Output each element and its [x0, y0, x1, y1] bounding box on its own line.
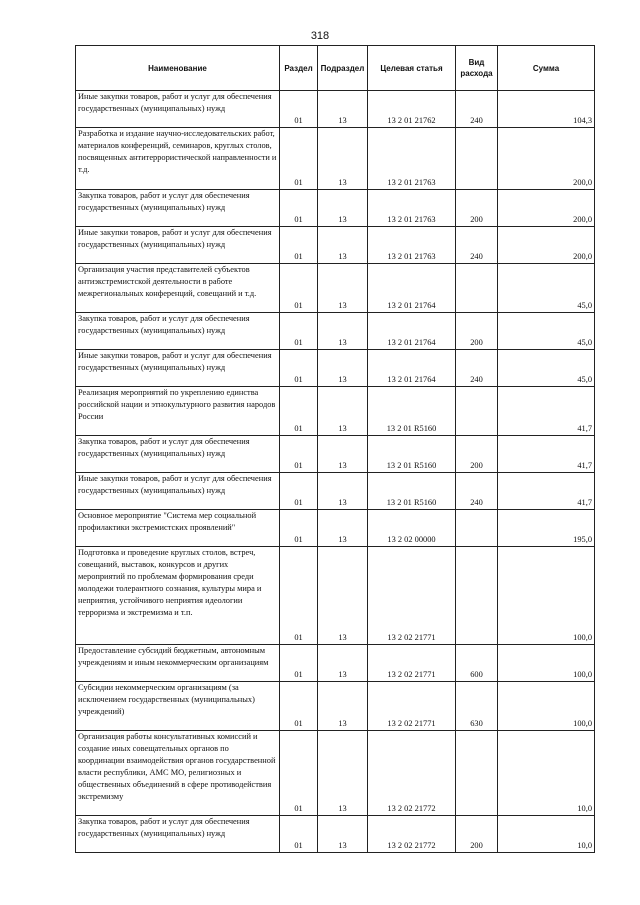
column-header-subsection: Подраздел — [318, 46, 368, 91]
column-header-expense-type: Вид расхода — [456, 46, 498, 91]
row-amount-cell: 100,0 — [498, 547, 595, 645]
row-article-cell: 13 2 02 21772 — [368, 731, 456, 816]
row-name-cell: Подготовка и проведение круглых столов, встреч, совещаний, выставок, конкурсов и других мероприятий по проблемам формирования среди молодежи толерантного сознания, культуры мира и неприятия, устойчивого неприятия идеологии терроризма и экстремизма и т.п. — [76, 547, 280, 645]
row-subsection-cell: 13 — [318, 645, 368, 682]
row-section-cell: 01 — [280, 510, 318, 547]
row-name-cell: Закупка товаров, работ и услуг для обеспечения государственных (муниципальных) нужд — [76, 190, 280, 227]
row-name-cell: Иные закупки товаров, работ и услуг для обеспечения государственных (муниципальных) нужд — [76, 350, 280, 387]
row-article-cell: 13 2 01 R5160 — [368, 436, 456, 473]
row-name-cell: Иные закупки товаров, работ и услуг для обеспечения государственных (муниципальных) нужд — [76, 91, 280, 128]
table-row — [76, 227, 595, 264]
column-header-target-article: Целевая статья — [368, 46, 456, 91]
row-section-cell: 01 — [280, 313, 318, 350]
row-expense-type-cell: 240 — [456, 350, 498, 387]
row-article-cell: 13 2 02 00000 — [368, 510, 456, 547]
row-subsection-cell: 13 — [318, 128, 368, 190]
row-expense-type-cell: 200 — [456, 816, 498, 853]
row-expense-type-cell — [456, 264, 498, 313]
table-row — [76, 190, 595, 227]
row-name-cell: Закупка товаров, работ и услуг для обеспечения государственных (муниципальных) нужд — [76, 313, 280, 350]
table-body — [76, 91, 595, 853]
row-section-cell: 01 — [280, 436, 318, 473]
row-section-cell: 01 — [280, 645, 318, 682]
row-expense-type-cell: 240 — [456, 91, 498, 128]
table-row — [76, 682, 595, 731]
row-expense-type-cell — [456, 128, 498, 190]
row-name-cell: Предоставление субсидий бюджетным, автономным учреждениям и иным некоммерческим организациям — [76, 645, 280, 682]
row-subsection-cell: 13 — [318, 682, 368, 731]
row-name-cell: Реализация мероприятий по укреплению единства российской нации и этнокультурного развития народов России — [76, 387, 280, 436]
row-subsection-cell: 13 — [318, 816, 368, 853]
table-row — [76, 264, 595, 313]
row-expense-type-cell — [456, 731, 498, 816]
row-section-cell: 01 — [280, 128, 318, 190]
row-amount-cell: 41,7 — [498, 473, 595, 510]
row-article-cell: 13 2 02 21771 — [368, 547, 456, 645]
row-amount-cell: 45,0 — [498, 350, 595, 387]
table-header-row — [76, 46, 595, 91]
row-expense-type-cell: 630 — [456, 682, 498, 731]
row-expense-type-cell: 200 — [456, 436, 498, 473]
row-amount-cell: 45,0 — [498, 264, 595, 313]
row-article-cell: 13 2 01 21764 — [368, 313, 456, 350]
row-amount-cell: 100,0 — [498, 645, 595, 682]
row-amount-cell: 41,7 — [498, 436, 595, 473]
row-subsection-cell: 13 — [318, 731, 368, 816]
row-section-cell: 01 — [280, 547, 318, 645]
row-section-cell: 01 — [280, 731, 318, 816]
row-amount-cell: 195,0 — [498, 510, 595, 547]
row-amount-cell: 10,0 — [498, 731, 595, 816]
table-row — [76, 645, 595, 682]
row-subsection-cell: 13 — [318, 387, 368, 436]
row-name-cell: Субсидии некоммерческим организациям (за исключением государственных (муниципальных) учреждений) — [76, 682, 280, 731]
column-header-section: Раздел — [280, 46, 318, 91]
row-section-cell: 01 — [280, 190, 318, 227]
table-row — [76, 350, 595, 387]
row-name-cell: Иные закупки товаров, работ и услуг для обеспечения государственных (муниципальных) нужд — [76, 473, 280, 510]
row-amount-cell: 200,0 — [498, 128, 595, 190]
row-subsection-cell: 13 — [318, 190, 368, 227]
row-name-cell: Закупка товаров, работ и услуг для обеспечения государственных (муниципальных) нужд — [76, 436, 280, 473]
row-article-cell: 13 2 01 R5160 — [368, 473, 456, 510]
table-row — [76, 473, 595, 510]
row-article-cell: 13 2 01 21764 — [368, 264, 456, 313]
budget-table — [75, 45, 595, 853]
table-row — [76, 731, 595, 816]
row-article-cell: 13 2 02 21771 — [368, 682, 456, 731]
row-expense-type-cell: 240 — [456, 473, 498, 510]
table-row — [76, 128, 595, 190]
row-name-cell: Разработка и издание научно-исследовательских работ, материалов конференций, семинаров, круглых столов, посвященных антитеррористической направленности и т.д. — [76, 128, 280, 190]
row-section-cell: 01 — [280, 350, 318, 387]
row-subsection-cell: 13 — [318, 436, 368, 473]
page-number: 318 — [310, 30, 330, 42]
row-subsection-cell: 13 — [318, 227, 368, 264]
row-name-cell: Основное мероприятие "Система мер социальной профилактики экстремистских проявлений" — [76, 510, 280, 547]
row-article-cell: 13 2 02 21772 — [368, 816, 456, 853]
row-section-cell: 01 — [280, 473, 318, 510]
row-section-cell: 01 — [280, 682, 318, 731]
table-row — [76, 510, 595, 547]
row-expense-type-cell: 200 — [456, 190, 498, 227]
row-subsection-cell: 13 — [318, 547, 368, 645]
table-row — [76, 436, 595, 473]
table-row — [76, 313, 595, 350]
row-amount-cell: 45,0 — [498, 313, 595, 350]
table-row — [76, 547, 595, 645]
row-subsection-cell: 13 — [318, 350, 368, 387]
row-name-cell: Иные закупки товаров, работ и услуг для обеспечения государственных (муниципальных) нужд — [76, 227, 280, 264]
row-amount-cell: 100,0 — [498, 682, 595, 731]
row-expense-type-cell — [456, 547, 498, 645]
row-section-cell: 01 — [280, 227, 318, 264]
row-section-cell: 01 — [280, 816, 318, 853]
column-header-name: Наименование — [76, 46, 280, 91]
row-article-cell: 13 2 01 21763 — [368, 190, 456, 227]
row-section-cell: 01 — [280, 91, 318, 128]
row-expense-type-cell — [456, 387, 498, 436]
row-amount-cell: 200,0 — [498, 227, 595, 264]
row-expense-type-cell: 200 — [456, 313, 498, 350]
row-article-cell: 13 2 01 21763 — [368, 227, 456, 264]
table-row — [76, 816, 595, 853]
row-amount-cell: 104,3 — [498, 91, 595, 128]
row-article-cell: 13 2 01 21764 — [368, 350, 456, 387]
row-expense-type-cell — [456, 510, 498, 547]
row-subsection-cell: 13 — [318, 91, 368, 128]
column-header-amount: Сумма — [498, 46, 595, 91]
row-name-cell: Организация работы консультативных комиссий и создание иных совещательных органов по координации взаимодействия органов государственной власти республики, АМС МО, религиозных и общественных объединений в сфере противодействия экстремизму — [76, 731, 280, 816]
row-subsection-cell: 13 — [318, 473, 368, 510]
row-article-cell: 13 2 01 21762 — [368, 91, 456, 128]
table-row — [76, 91, 595, 128]
row-subsection-cell: 13 — [318, 510, 368, 547]
row-subsection-cell: 13 — [318, 264, 368, 313]
row-article-cell: 13 2 02 21771 — [368, 645, 456, 682]
row-section-cell: 01 — [280, 387, 318, 436]
row-article-cell: 13 2 01 R5160 — [368, 387, 456, 436]
row-subsection-cell: 13 — [318, 313, 368, 350]
row-name-cell: Закупка товаров, работ и услуг для обеспечения государственных (муниципальных) нужд — [76, 816, 280, 853]
table-row — [76, 387, 595, 436]
row-expense-type-cell: 600 — [456, 645, 498, 682]
row-name-cell: Организация участия представителей субъектов антиэкстремистской деятельности в работе межрегиональных конференций, совещаний и т.д. — [76, 264, 280, 313]
row-article-cell: 13 2 01 21763 — [368, 128, 456, 190]
row-amount-cell: 10,0 — [498, 816, 595, 853]
row-expense-type-cell: 240 — [456, 227, 498, 264]
row-amount-cell: 41,7 — [498, 387, 595, 436]
row-amount-cell: 200,0 — [498, 190, 595, 227]
row-section-cell: 01 — [280, 264, 318, 313]
